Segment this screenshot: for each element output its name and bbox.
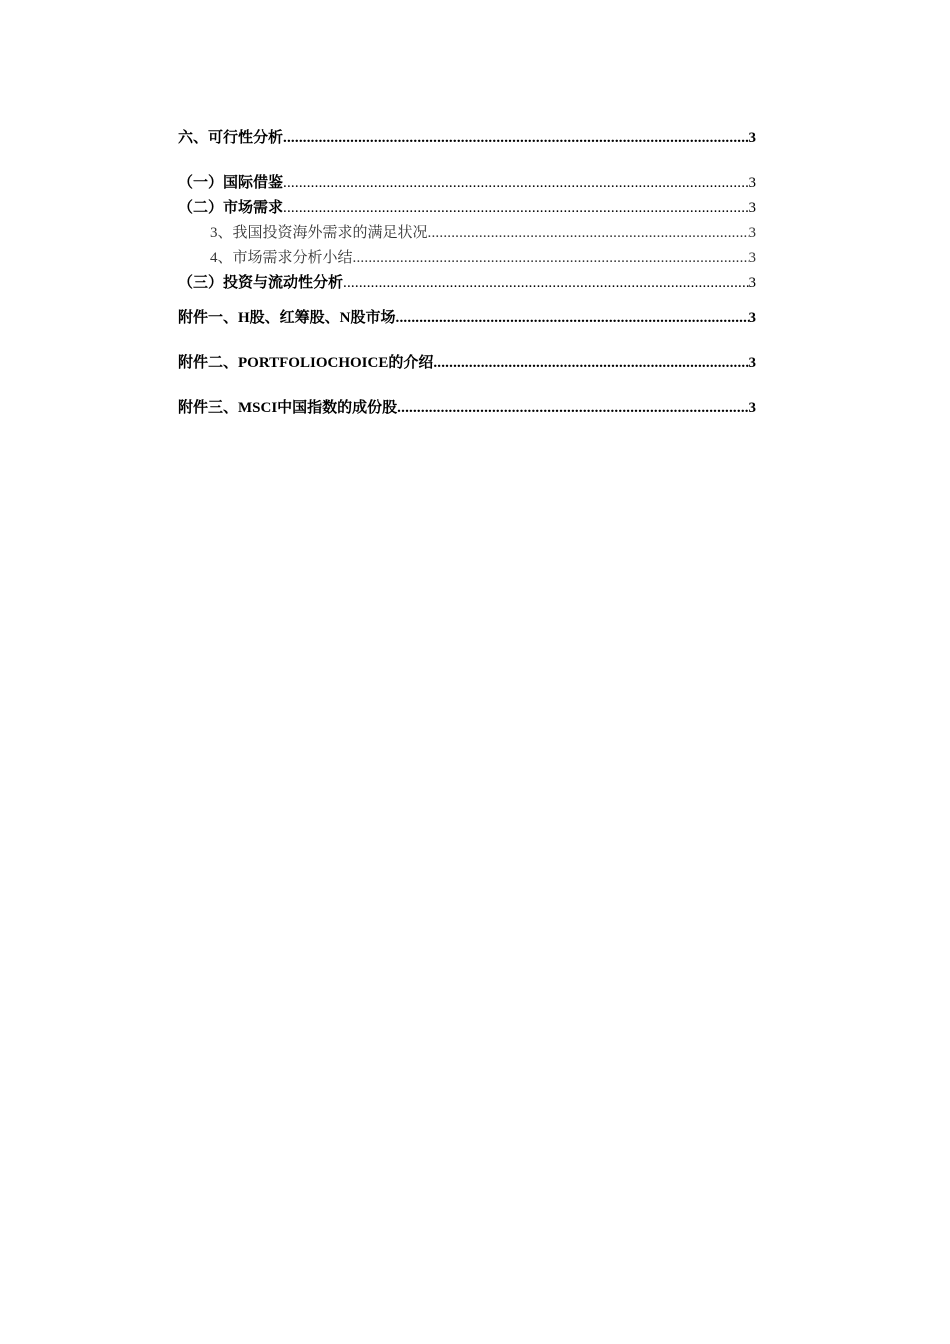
toc-entry-label: 六、可行性分析 bbox=[178, 130, 284, 146]
toc-entry-label: （一）国际借鉴 bbox=[178, 175, 284, 191]
toc-page-number: 3 bbox=[748, 200, 756, 216]
toc-entry-appendix-3[interactable] bbox=[178, 396, 756, 421]
toc-entry-label: （三）投资与流动性分析 bbox=[178, 275, 344, 291]
toc-page-number: 3 bbox=[748, 175, 756, 191]
toc-entry-investment-liquidity[interactable] bbox=[178, 271, 756, 296]
toc-entry-label: （二）市场需求 bbox=[178, 200, 284, 216]
toc-dot-leader bbox=[428, 221, 749, 246]
toc-dot-leader bbox=[396, 306, 749, 331]
toc-entry-overseas-demand-status[interactable] bbox=[178, 221, 756, 246]
toc-page-number: 3 bbox=[748, 310, 756, 326]
toc-entry-international-reference[interactable] bbox=[178, 171, 756, 196]
toc-entry-label: 附件二、PORTFOLIOCHOICE的介绍 bbox=[178, 355, 434, 371]
toc-dot-leader bbox=[433, 351, 748, 376]
toc-page-number: 3 bbox=[748, 400, 756, 416]
toc-page-number: 3 bbox=[748, 250, 756, 266]
table-of-contents bbox=[178, 126, 756, 421]
toc-entry-market-demand-summary[interactable] bbox=[178, 246, 756, 271]
toc-entry-label: 3、我国投资海外需求的满足状况 bbox=[210, 225, 428, 241]
toc-entry-label: 4、市场需求分析小结 bbox=[210, 250, 353, 266]
toc-entry-market-demand[interactable] bbox=[178, 196, 756, 221]
toc-page-number: 3 bbox=[748, 225, 756, 241]
toc-page-number: 3 bbox=[748, 355, 756, 371]
toc-dot-leader bbox=[283, 196, 748, 221]
toc-entry-appendix-1[interactable] bbox=[178, 306, 756, 331]
toc-entry-feasibility-analysis[interactable] bbox=[178, 126, 756, 151]
toc-entry-label: 附件三、MSCI中国指数的成份股 bbox=[178, 400, 398, 416]
toc-dot-leader bbox=[343, 271, 748, 296]
toc-entry-appendix-2[interactable] bbox=[178, 351, 756, 376]
toc-dot-leader bbox=[397, 396, 748, 421]
toc-page-number: 3 bbox=[748, 275, 756, 291]
toc-page-number: 3 bbox=[748, 130, 756, 146]
toc-entry-label: 附件一、H股、红筹股、N股市场 bbox=[178, 310, 396, 326]
toc-dot-leader bbox=[353, 246, 749, 271]
toc-dot-leader bbox=[283, 126, 748, 151]
toc-dot-leader bbox=[283, 171, 748, 196]
